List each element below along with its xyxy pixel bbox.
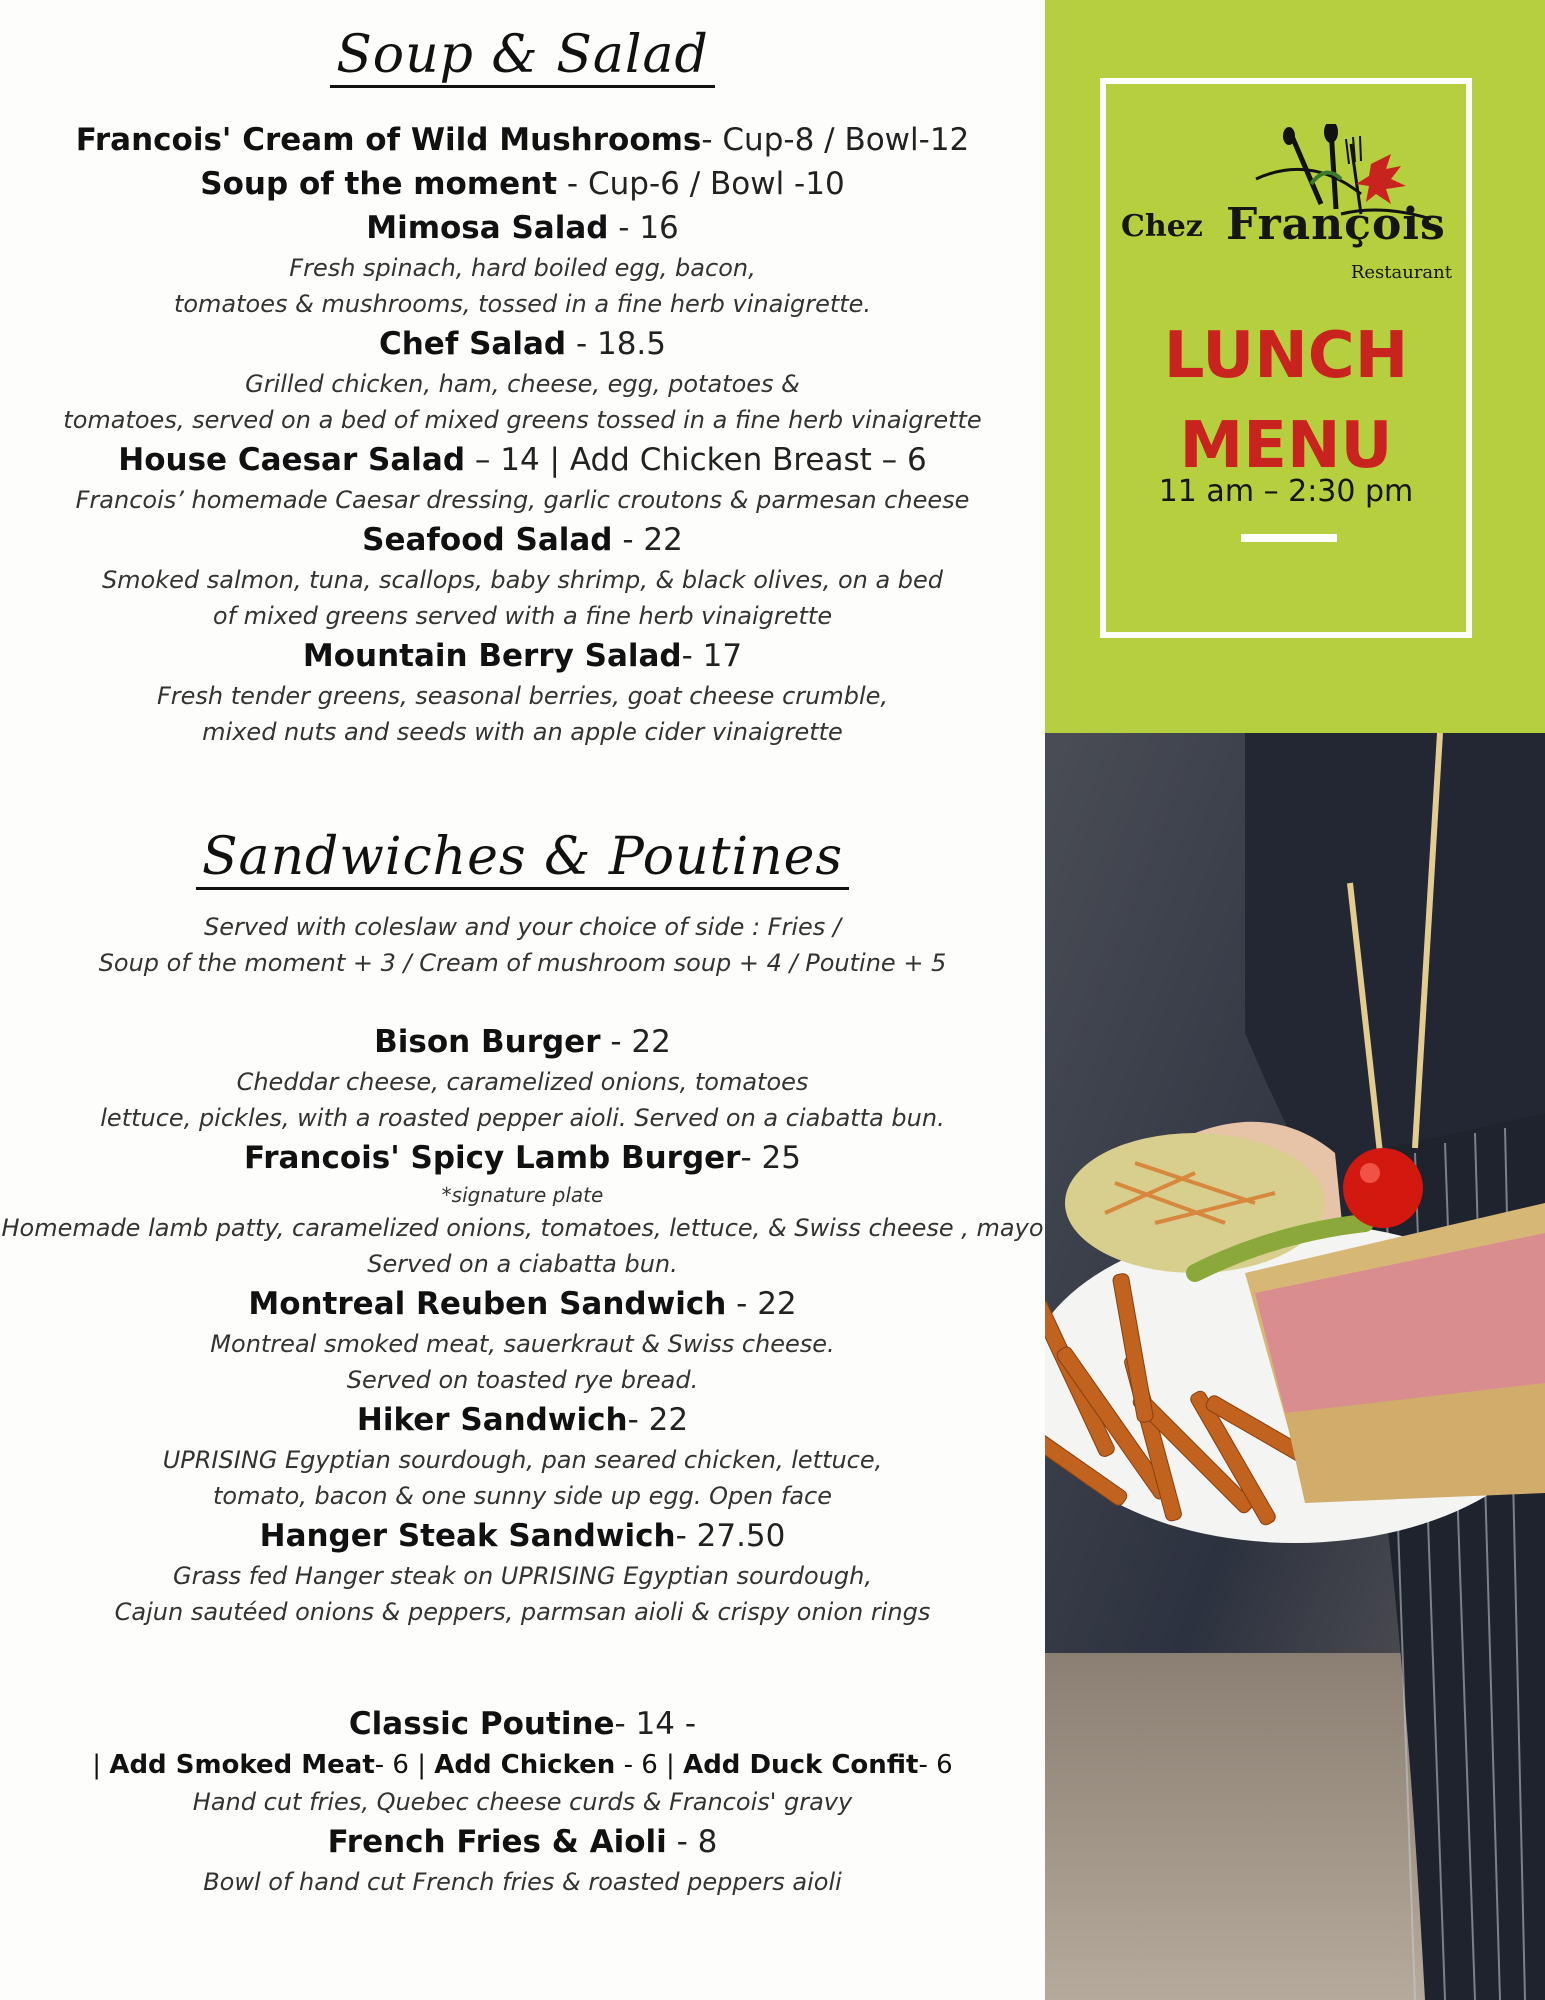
item-description: Fresh tender greens, seasonal berries, goat cheese crumble, xyxy=(156,682,889,710)
item-description: Montreal smoked meat, sauerkraut & Swiss cheese. xyxy=(210,1330,835,1358)
item-price: - 14 - xyxy=(614,1706,697,1742)
item-description: Grass fed Hanger steak on UPRISING Egyptian sourdough, xyxy=(173,1562,872,1590)
item-description: Cajun sautéed onions & peppers, parmsan aioli & crispy onion rings xyxy=(114,1598,931,1626)
item-description: Hand cut fries, Quebec cheese curds & Francois' gravy xyxy=(192,1788,853,1816)
menu-item xyxy=(0,1020,1045,1136)
item-price: - 27.50 xyxy=(675,1518,786,1554)
menu-item xyxy=(0,438,1045,518)
photo-illustration xyxy=(1045,733,1545,2000)
item-name: Soup of the moment xyxy=(200,166,558,202)
hours: 11 am – 2:30 pm xyxy=(1158,474,1414,509)
menu-item xyxy=(0,1514,1045,1630)
sandwiches-list xyxy=(0,1020,1045,1630)
item-description: UPRISING Egyptian sourdough, pan seared chicken, lettuce, xyxy=(162,1446,883,1474)
poutine-block xyxy=(0,1702,1045,1900)
item-name: Seafood Salad xyxy=(362,522,613,558)
item-name: Francois' Cream of Wild Mushrooms xyxy=(75,122,702,158)
intro-line: Served with coleslaw and your choice of side : Fries / xyxy=(203,913,842,941)
soup-salad-list xyxy=(0,118,1045,750)
menu-item xyxy=(0,118,1045,162)
addon-name: Add Chicken xyxy=(434,1750,616,1780)
logo-frame xyxy=(1100,78,1472,638)
item-description: lettuce, pickles, with a roasted pepper aioli. Served on a ciabatta bun. xyxy=(100,1104,945,1132)
item-price: - 16 xyxy=(608,210,679,246)
brand-restaurant: Restaurant xyxy=(1350,262,1452,283)
addon-name: Add Duck Confit xyxy=(683,1750,919,1780)
item-name: House Caesar Salad xyxy=(118,442,466,478)
item-description: Smoked salmon, tuna, scallops, baby shrimp, & black olives, on a bed xyxy=(101,566,944,594)
item-name: Mountain Berry Salad xyxy=(302,638,682,674)
item-price: - Cup-8 / Bowl-12 xyxy=(701,122,970,158)
addon-price: - 6 | xyxy=(615,1750,684,1780)
soup-salad-heading: Soup & Salad xyxy=(330,28,715,88)
item-description: Bowl of hand cut French fries & roasted peppers aioli xyxy=(203,1868,842,1896)
menu-title: MENU xyxy=(1179,409,1393,483)
item-name: Bison Burger xyxy=(374,1024,601,1060)
item-name: French Fries & Aioli xyxy=(327,1824,667,1860)
brand-panel xyxy=(1045,0,1545,733)
item-description: tomatoes & mushrooms, tossed in a fine herb vinaigrette. xyxy=(173,290,872,318)
menu-item xyxy=(0,206,1045,322)
item-description: Homemade lamb patty, caramelized onions, tomatoes, lettuce, & Swiss cheese , mayo xyxy=(1,1214,1044,1242)
item-description: Fresh spinach, hard boiled egg, bacon, xyxy=(289,254,756,282)
item-name: Hanger Steak Sandwich xyxy=(259,1518,676,1554)
menu-item xyxy=(0,162,1045,206)
item-description: tomato, bacon & one sunny side up egg. Open face xyxy=(212,1482,832,1510)
menu-item xyxy=(0,322,1045,438)
sandwiches-heading: Sandwiches & Poutines xyxy=(196,830,849,890)
item-price: – 14 | Add Chicken Breast – 6 xyxy=(465,442,927,478)
item-price: - Cup-6 / Bowl -10 xyxy=(557,166,845,202)
item-price: - 8 xyxy=(666,1824,718,1860)
item-price: - 22 xyxy=(627,1402,689,1438)
item-description: mixed nuts and seeds with an apple cider vinaigrette xyxy=(202,718,843,746)
menu-item xyxy=(0,1398,1045,1514)
menu-item xyxy=(0,518,1045,634)
brand-francois: François xyxy=(1226,199,1446,250)
lunch-title: LUNCH xyxy=(1163,319,1409,393)
item-price: - 22 xyxy=(726,1286,797,1322)
poutine-addons xyxy=(0,1746,1045,1784)
item-price: - 18.5 xyxy=(566,326,667,362)
item-name: Montreal Reuben Sandwich xyxy=(248,1286,727,1322)
item-description: Served on a ciabatta bun. xyxy=(367,1250,678,1278)
item-description: Francois’ homemade Caesar dressing, garlic croutons & parmesan cheese xyxy=(75,486,970,514)
item-name: Classic Poutine xyxy=(348,1706,615,1742)
signature-note: *signature plate xyxy=(441,1183,604,1207)
addon-price: - 6 | xyxy=(374,1750,435,1780)
item-price: - 22 xyxy=(600,1024,671,1060)
item-name: Mimosa Salad xyxy=(366,210,609,246)
item-price: - 25 xyxy=(740,1140,801,1176)
addon-separator: | xyxy=(92,1750,110,1780)
menu-item xyxy=(0,1282,1045,1398)
item-price: - 22 xyxy=(612,522,683,558)
item-name: Hiker Sandwich xyxy=(356,1402,628,1438)
item-description: of mixed greens served with a fine herb vinaigrette xyxy=(212,602,833,630)
addon-price: - 6 xyxy=(918,1750,953,1780)
item-name: Chef Salad xyxy=(378,326,567,362)
brand-chez: Chez xyxy=(1121,209,1203,244)
item-description: Served on toasted rye bread. xyxy=(346,1366,699,1394)
item-description: Grilled chicken, ham, cheese, egg, potatoes & xyxy=(245,370,800,398)
intro-line: Soup of the moment + 3 / Cream of mushroom soup + 4 / Poutine + 5 xyxy=(98,949,947,977)
sandwiches-heading-wrap xyxy=(0,827,1045,890)
soup-salad-heading-wrap xyxy=(0,25,1045,88)
hours-divider xyxy=(1241,534,1337,542)
menu-item xyxy=(0,634,1045,750)
item-description: Cheddar cheese, caramelized onions, tomatoes xyxy=(236,1068,809,1096)
sandwich-plate-photo xyxy=(1045,733,1545,2000)
item-name: Francois' Spicy Lamb Burger xyxy=(244,1140,741,1176)
item-description: tomatoes, served on a bed of mixed greens tossed in a fine herb vinaigrette xyxy=(63,406,982,434)
item-price: - 17 xyxy=(681,638,743,674)
menu-item xyxy=(0,1136,1045,1282)
addon-name: Add Smoked Meat xyxy=(109,1750,375,1780)
sandwiches-intro xyxy=(0,909,1045,981)
